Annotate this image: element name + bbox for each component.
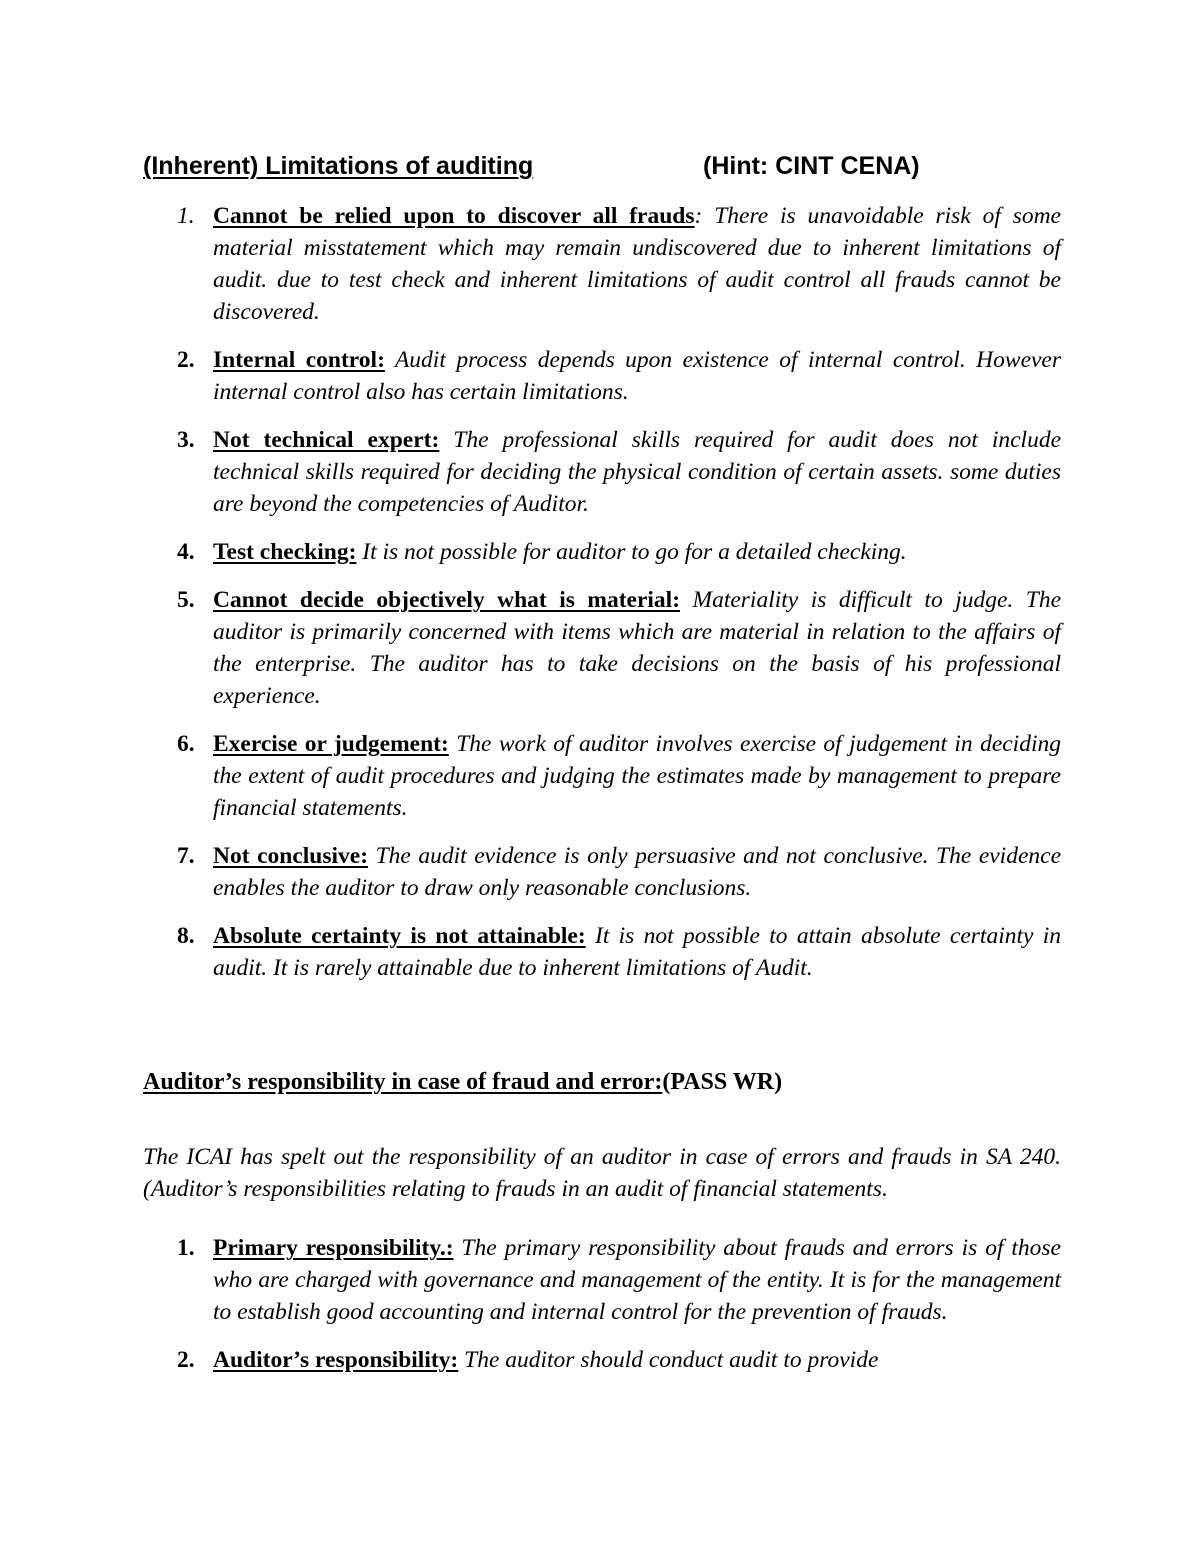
item-text: It is not possible to attain absolute certainty in audit. It is rarely attainable due to inherent limitations of Audit. <box>213 923 1062 981</box>
item-term: Cannot decide objectively what is material: <box>213 587 681 613</box>
list-item <box>143 584 1061 712</box>
list-item <box>143 536 1061 568</box>
item-text: The professional skills required for audit does not include technical skills required for deciding the physical condition of certain assets. some duties are beyond the competencies of Auditor. <box>213 427 1061 517</box>
item-number: 6. <box>177 731 195 757</box>
list-item <box>143 424 1061 520</box>
limitations-list <box>143 200 1061 1000</box>
responsibility-hint: (PASS WR) <box>662 1069 783 1095</box>
item-text: It is not possible for auditor to go for a detailed checking. <box>356 539 907 565</box>
responsibility-list <box>143 1232 1061 1392</box>
item-number: 1. <box>177 203 195 229</box>
item-text: Materiality is difficult to judge. The auditor is primarily concerned with items which are material in relation to the affairs of the enterprise. The auditor has to take decisions on the basis of his professional experience. <box>213 587 1061 709</box>
list-item <box>143 1344 1061 1376</box>
item-text: The primary responsibility about frauds and errors is of those who are charged with governance and management of the entity. It is for the management to establish good accounting and internal control for the prevention of frauds. <box>213 1235 1061 1325</box>
item-term: Exercise or judgement: <box>213 731 449 757</box>
item-text: The work of auditor involves exercise of judgement in deciding the extent of audit procedures and judging the estimates made by management to prepare financial statements. <box>213 731 1061 821</box>
item-term: Primary responsibility.: <box>213 1235 454 1261</box>
limitations-hint: (Hint: CINT CENA) <box>703 152 920 180</box>
item-term: Not technical expert: <box>213 427 440 453</box>
item-term: Not conclusive: <box>213 843 369 869</box>
item-number: 5. <box>177 587 195 613</box>
item-term: Auditor’s responsibility: <box>213 1347 459 1373</box>
item-number: 4. <box>177 539 195 565</box>
item-number: 2. <box>177 1347 195 1373</box>
item-term: Test checking: <box>213 539 357 565</box>
item-text: : There is unavoidable risk of some material misstatement which may remain undiscovered due to inherent limitations of audit. due to test check and inherent limitations of audit control all frauds cannot be discovered. <box>213 203 1061 325</box>
list-item <box>143 920 1061 984</box>
limitations-heading <box>143 146 1043 186</box>
item-term: Absolute certainty is not attainable: <box>213 923 586 949</box>
item-text: The audit evidence is only persuasive and not conclusive. The evidence enables the auditor to draw only reasonable conclusions. <box>213 843 1062 901</box>
item-number: 2. <box>177 347 195 373</box>
list-item <box>143 1232 1061 1328</box>
item-number: 1. <box>177 1235 195 1261</box>
responsibility-heading <box>143 1064 1061 1100</box>
limitations-title: (Inherent) Limitations of auditing <box>143 152 534 180</box>
responsibility-title: Auditor’s responsibility in case of fraud and error: <box>143 1069 663 1095</box>
item-term: Cannot be relied upon to discover all frauds <box>213 203 695 229</box>
responsibility-intro: The ICAI has spelt out the responsibility of an auditor in case of errors and frauds in SA 240. (Auditor’s responsibilities relating to frauds in an audit of financial statements. <box>143 1143 1061 1202</box>
item-number: 8. <box>177 923 195 949</box>
item-term: Internal control: <box>213 347 385 373</box>
list-item <box>143 840 1061 904</box>
item-number: 7. <box>177 843 195 869</box>
item-number: 3. <box>177 427 195 453</box>
item-text: Audit process depends upon existence of internal control. However internal control also has certain limitations. <box>213 347 1062 405</box>
item-text: The auditor should conduct audit to provide <box>458 1347 879 1373</box>
list-item <box>143 200 1061 328</box>
list-item <box>143 344 1061 408</box>
list-item <box>143 728 1061 824</box>
